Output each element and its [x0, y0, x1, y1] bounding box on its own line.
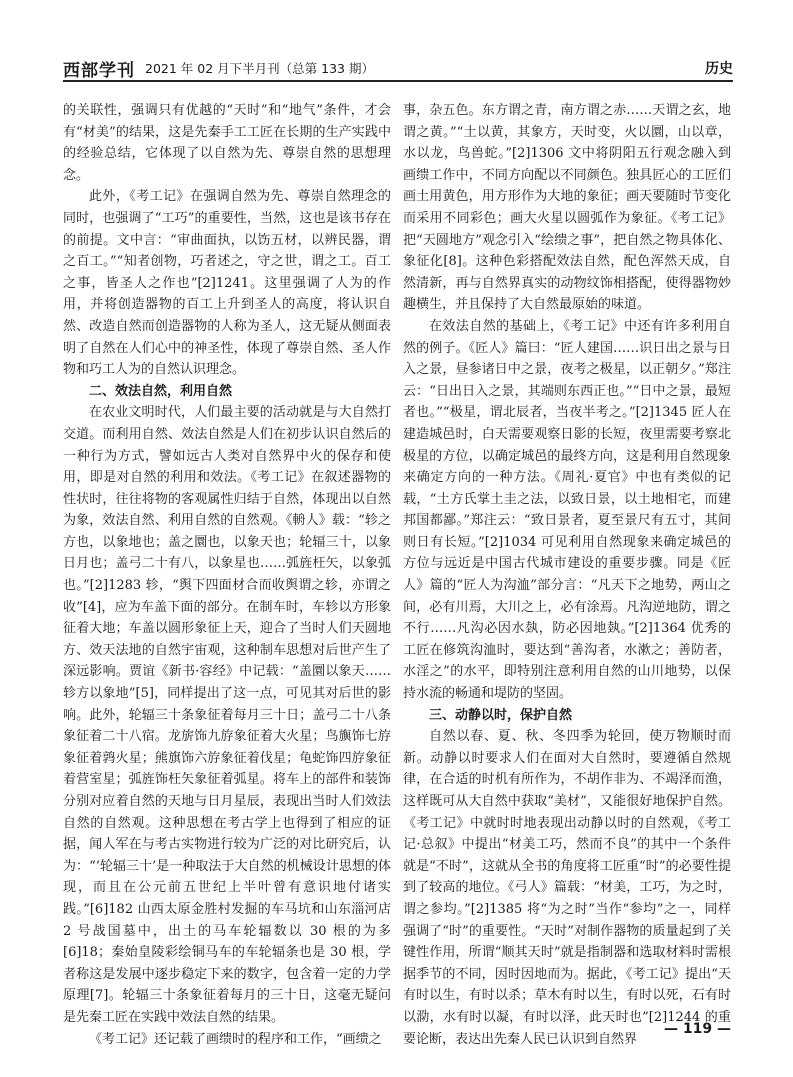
left-column [63, 100, 391, 1047]
paragraph: 的关联性，强调只有优越的“天时”和“地气”条件，才会有“材美”的结果，这是先秦手工工匠在长期的生产实践中的经验总结，它体现了以自然为先、尊崇自然的思想理念。 [63, 103, 391, 183]
journal-logo: 西部学刊 [63, 61, 135, 81]
paragraph: 在效法自然的基础上，《考工记》中还有许多利用自然的例子。《匠人》篇曰：“匠人建国……识日出之景与日入之景，昼参诸日中之景，夜考之极星，以正朝夕。”郑注云：“日出日入之景，其端则东西正也。”“日中之景，最短者也。”“极星，谓北辰者，当夜半考之。”[2]1345 匠人在建造城邑时，白天需要观察日影的长短，夜里需要考察北极星的方位，以确定城邑的最终方向，这是利用自然现象来确定方向的一种方法。《周礼·夏官》中也有类似的记载，“土方氏掌土圭之法，以致日景，以土地相宅，而建邦国都鄙。”郑注云：“致日景者，夏至景尺有五寸，其间则日有长短。”[2]1034 可见利用自然现象来确定城邑的方位与远近是中国古代城市建设的重要步骤。同是《匠人》篇的“匠人为沟洫”部分言：“凡天下之地势，两山之间，必有川焉，大川之上，必有涂焉。凡沟逆地防，谓之不行……凡沟必因水埶，防必因地埶。”[2]1364 优秀的工匠在修筑沟洫时，要达到“善沟者，水漱之；善防者，水淫之”的水平，即特别注意利用自然的山川地势，以保持水流的畅通和堤防的坚固。 [403, 318, 731, 702]
paragraph: 事，杂五色。东方谓之青，南方谓之赤……天谓之玄，地谓之黄。”“土以黄，其象方，天时变，火以圜，山以章，水以龙，鸟兽蛇。”[2]1306 文中将阴阳五行观念融入到画缋工作中，不同方向配以不同颜色。独具匠心的工匠们画土用黄色，用方形作为大地的象征；画天要随时节变化而采用不同彩色；画大火星以圆弧作为象征。《考工记》把“天圆地方”观念引入“绘缋之事”，把自然之物具体化、象征化[8]。这种色彩搭配效法自然，配色浑然天成，自然清新，再与自然界真实的动物纹饰相搭配，使得器物妙趣横生，并且保持了大自然最原始的味道。 [403, 103, 731, 313]
section-heading: 三、动静以时，保护自然 [429, 707, 573, 723]
page-number: — 119 — [664, 1021, 731, 1037]
paragraph: 自然以春、夏、秋、冬四季为轮回，使万物顺时而新。动静以时要求人们在面对大自然时，要遵循自然规律，在合适的时机有所作为，不胡作非为、不竭泽而渔，这样既可从大自然中获取“美材”，又能很好地保护自然。《考工记》中就时时地表现出动静以时的自然观，《考工记·总叙》中提出“材美工巧，然而不良”的其中一个条件就是“不时”，这就从全书的角度将工匠重“时”的必要性提到了较高的地位。《弓人》篇载：“材美，工巧，为之时，谓之参均。”[2]1385 将“为之时”当作“参均”之一，同样强调了“时”的重要性。“天时”对制作器物的质量起到了关键性作用，所谓“顺其天时”就是指制器和选取材料时需根据季节的不同，因时因地而为。据此，《考工记》提出“天有时以生，有时以杀；草木有时以生，有时以死，石有时以泐，水有时以凝，有时以泽，此天时也”[2]1244 的重要论断，表达出先秦人民已认识到自然界 [403, 729, 731, 1047]
paragraph: 此外，《考工记》在强调自然为先、尊崇自然理念的同时，也强调了“工巧”的重要性，当然，这也是该书存在的前提。文中言：“审曲面执，以饬五材，以辨民器，谓之百工。”“知者创物，巧者述之，守之世，谓之工。百工之事，皆圣人之作也”[2]1241。这里强调了人为的作用，并将创造器物的百工上升到圣人的高度，将认识自然、改造自然而创造器物的人称为圣人，这无疑从侧面表明了自然在人们心中的神圣性，体现了尊崇自然、圣人作物和巧工人为的自然认识理念。 [63, 189, 391, 378]
paragraph: 在农业文明时代，人们最主要的活动就是与大自然打交道。而利用自然、效法自然是人们在初步认识自然后的一种行为方式，譬如远古人类对自然界中火的保存和使用，即是对自然的利用和效法。《考工记》在叙述器物的性状时，往往将物的客观属性归结于自然，体现出以自然为象，效法自然、利用自然的自然观。《輈人》载：“轸之方也，以象地也；盖之圜也，以象天也；轮辐三十，以象日月也；盖弓二十有八，以象星也……弧旌枉矢，以象弧也。”[2]1283 轸，“舆下四面材合而收舆谓之轸，亦谓之收”[4]，应为车盖下面的部分。在制车时，车轸以方形象征着大地；车盖以圆形象征上天，迎合了当时人们天圆地方、效天法地的自然宇宙观，这种制车思想对后世产生了深远影响。贾谊《新书·容经》中记载：“盖圜以象天……轸方以象地”[5]，同样提出了这一点，可见其对后世的影响。此外，轮辐三十条象征着每月三十日；盖弓二十八条象征着二十八宿。龙旂饰九斿象征着大火星；鸟旟饰七斿象征着鹑火星；熊旗饰六斿象征着伐星；龟蛇饰四斿象征着营室星；弧旌饰枉矢象征着弧星。将车上的部件和装饰分别对应着自然的天地与日月星辰，表现出当时人们效法自然的自然观。这种思想在考古学上也得到了相应的证据，闻人军在与考古实物进行较为广泛的对比研究后，认为：“‘轮辐三十’是一种取法于大自然的机械设计思想的体现，而且在公元前五世纪上半叶曾有意识地付诸实践。”[6]182 山西太原金胜村发掘的车马坑和山东淄河店 2 号战国墓中，出土的马车轮辐数以 30 根的为多[6]18；秦始皇陵彩绘铜马车的车轮辐条也是 30 根，学者称这是发展中逐步稳定下来的数字，包含着一定的力学原理[7]。轮辐三十条象征着每月的三十日，这毫无疑问是先秦工匠在实践中效法自然的结果。 [63, 405, 391, 1025]
paragraph: 《考工记》还记载了画缋时的程序和工作，“画缋之 [89, 1031, 382, 1047]
header-rule [63, 80, 733, 82]
running-header [63, 54, 733, 80]
issue-info: 2021 年 02 月下半月刊（总第 133 期） [145, 61, 374, 76]
section-heading: 二、效法自然，利用自然 [89, 383, 233, 399]
section-name: 历史 [705, 61, 733, 77]
